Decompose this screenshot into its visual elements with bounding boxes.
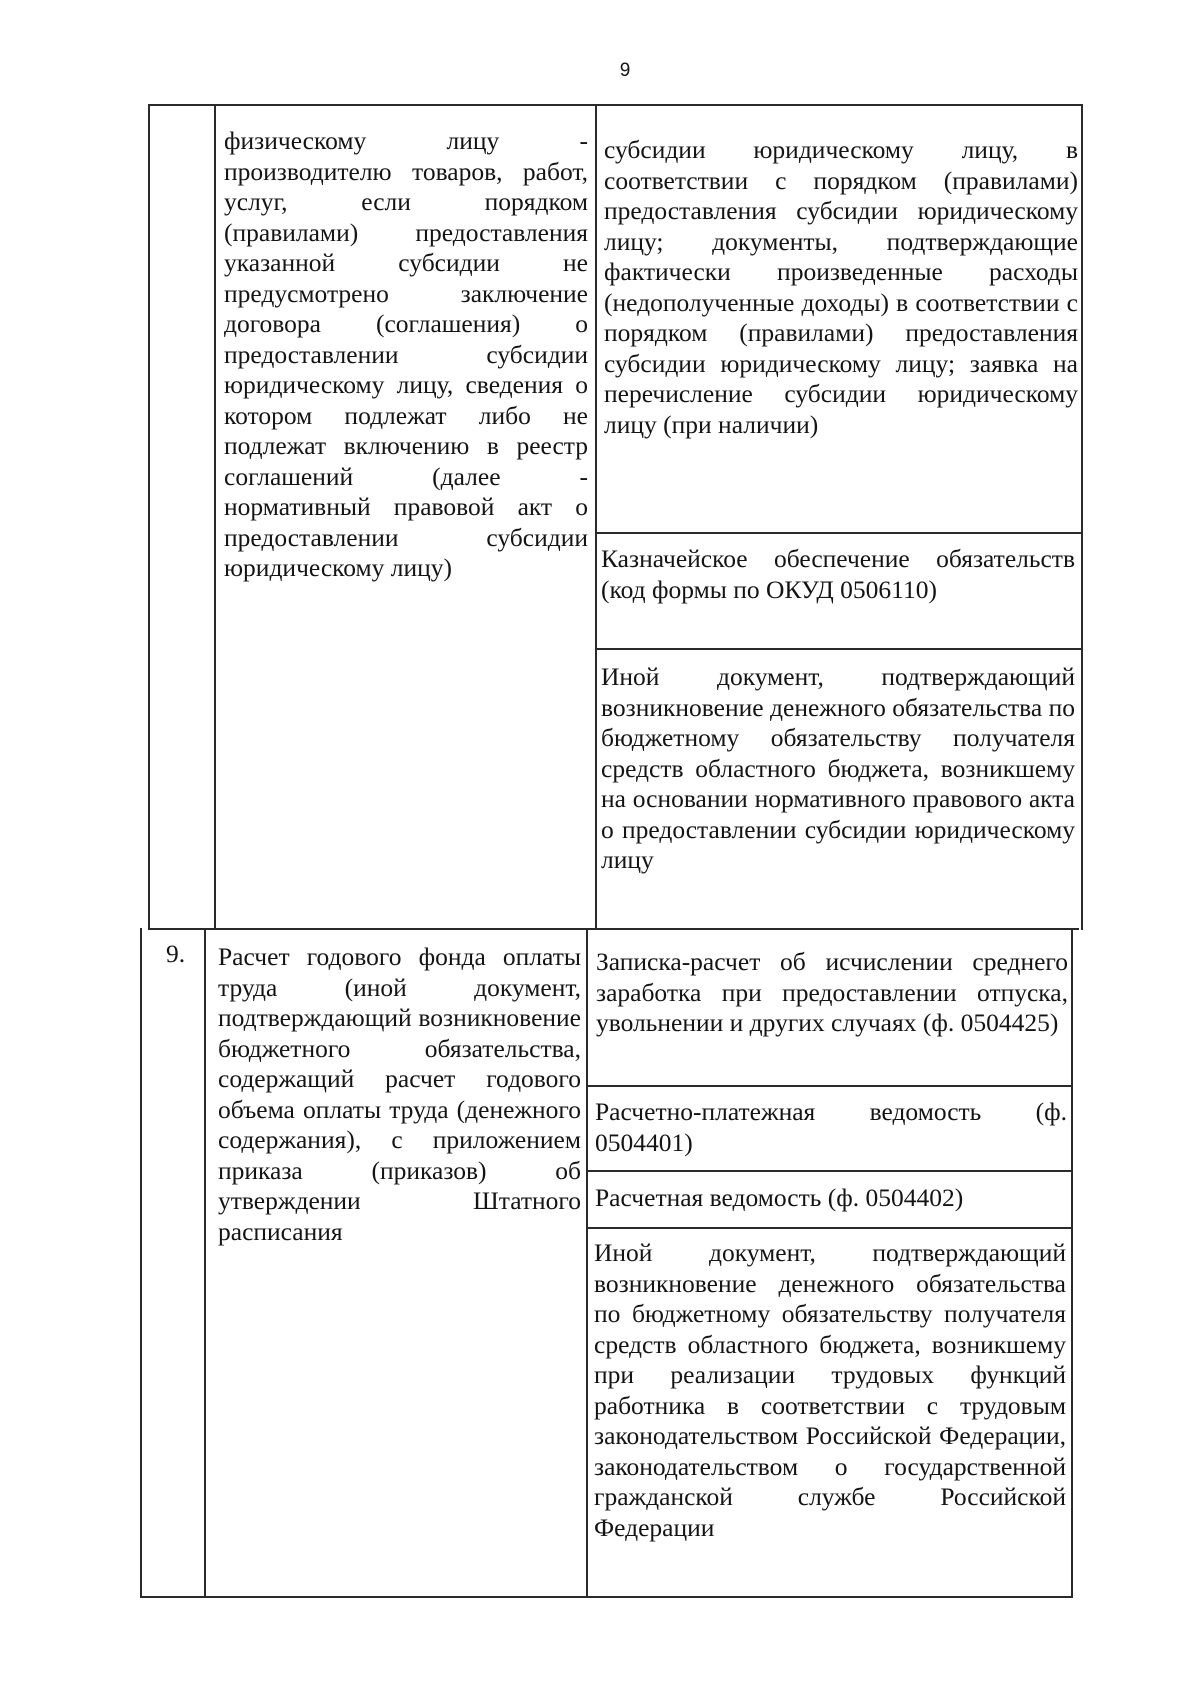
table-bottom-border <box>140 1596 1072 1598</box>
name-column-right-border <box>595 104 597 930</box>
document-cell: Расчетно-платежная ведомость (ф. 0504401) <box>595 1097 1067 1157</box>
number-column-left-border <box>148 104 150 930</box>
document-cell: субсидии юридическому лицу, в соответствии с порядком (правилами) предоставления субсидии юридическому лицу; документы, подтверждающие фактически произведенные расходы (недополученные доходы) в соответствии с порядком (правилами) предоставления субсидии юридическому лицу; заявка на перечисление субсидии юридическому лицу (при наличии) <box>604 135 1078 439</box>
row-number: 9. <box>166 939 186 968</box>
row-separator <box>148 928 1079 930</box>
name-column-right-border <box>586 928 588 1598</box>
document-cell: Казначейское обеспечение обязательств (код формы по ОКУД 0506110) <box>601 544 1075 604</box>
document-cell: Иной документ, подтверждающий возникновение денежного обязательства по бюджетному обязательству получателя средств областного бюджета, возникшему на основании нормативного правового акта о предоставлении субсидии юридическому лицу <box>601 662 1075 874</box>
document-cell: Записка-расчет об исчислении среднего заработка при предоставлении отпуска, увольнении и других случаях (ф. 0504425) <box>596 947 1068 1037</box>
number-column-right-border <box>204 928 206 1598</box>
number-column-left-border <box>140 928 142 1598</box>
table-top-border <box>150 104 1082 106</box>
document-separator <box>595 648 1082 650</box>
number-column-right-border <box>214 104 216 930</box>
row-name-cell: физическому лицу - производителю товаров, работ, услуг, если порядком (правилами) предоставления указанной субсидии не предусмотрено заключение договора (соглашения) о предоставлении субсидии юридическому лицу, сведения о котором подлежат либо не подлежат включению в реестр соглашений (далее - нормативный правовой акт о предоставлении субсидии юридическому лицу) <box>224 126 588 582</box>
document-separator <box>586 1227 1073 1229</box>
document-separator <box>586 1170 1073 1172</box>
document-separator <box>595 532 1082 534</box>
document-cell: Иной документ, подтверждающий возникновение денежного обязательства по бюджетному обязательству получателя средств областного бюджета, возникшему при реализации трудовых функций работника в соответствии с трудовым законодательством Российской Федерации, законодательством о государственной гражданской службе Российской Федерации <box>594 1238 1066 1542</box>
document-cell: Расчетная ведомость (ф. 0504402) <box>595 1183 964 1212</box>
document-separator <box>586 1085 1073 1087</box>
table-right-border <box>1071 928 1073 1598</box>
page-number: 9 <box>619 60 631 81</box>
table-right-border <box>1081 104 1083 930</box>
row-name-cell: Расчет годового фонда оплаты труда (иной документ, подтверждающий возникновение бюджетного обязательства, содержащий расчет годового объема оплаты труда (денежного содержания), с приложением приказа (приказов) об утверждении Штатного расписания <box>218 942 581 1246</box>
